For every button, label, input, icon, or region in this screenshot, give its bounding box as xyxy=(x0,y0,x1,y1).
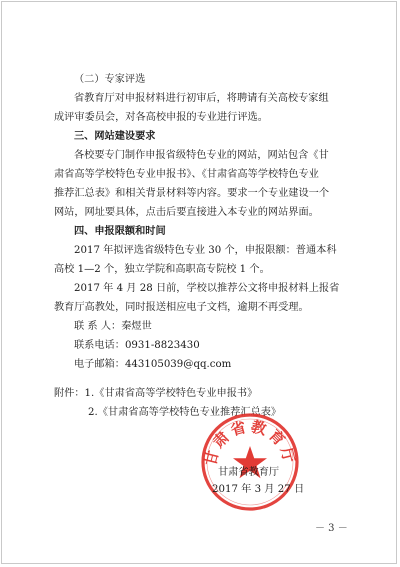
document-body xyxy=(54,70,354,422)
official-seal xyxy=(198,410,305,514)
paragraph-line: 网站，网址要具体，点击后要直接进入本专业的网站界面。 xyxy=(54,207,319,218)
paragraph-line: 推荐汇总表》和相关背景材料等内容。要求一个专业建设一个 xyxy=(54,188,330,199)
paragraph-line: 教育厅高教处，同时报送相应电子文档，逾期不再受理。 xyxy=(54,302,309,313)
phone-label: 联系电话： xyxy=(74,340,125,351)
phone-value: 0931-8823430 xyxy=(124,340,200,351)
paragraph-line: 2017 年 4 月 28 日前，学校以推荐公文将申报材料上报省 xyxy=(74,283,340,294)
issue-date: 2017 年 3 月 27 日 xyxy=(212,484,305,495)
paragraph-line: 各校要专门制作申报省级特色专业的网站，网站包含《甘 xyxy=(74,150,329,161)
paragraph-line: 肃省高等学校特色专业申报书》、《甘肃省高等学校特色专业 xyxy=(54,169,319,180)
email-value[interactable]: 443105039@qq.com xyxy=(124,359,232,370)
contact-email xyxy=(54,355,354,374)
subsection-heading-expert-review: （二）专家评选 xyxy=(74,74,146,85)
contact-person xyxy=(54,317,354,336)
paragraph-line: 2017 年拟评选省级特色专业 30 个，申报限额：普通本科 xyxy=(74,245,337,256)
contact-phone xyxy=(54,336,354,355)
paragraph-line: 成评审委员会，对各高校申报的专业进行评选。 xyxy=(54,112,268,123)
issuing-organization: 甘肃省教育厅 xyxy=(218,467,280,478)
paragraph-line: 省教育厅对申报材料进行初审后，将聘请有关高校专家组 xyxy=(74,93,329,104)
attachment-item-1: 附件：1.《甘肃省高等学校特色专业申报书》 xyxy=(54,388,258,399)
signature-block xyxy=(212,464,305,498)
section-heading-website: 三、网站建设要求 xyxy=(74,131,156,142)
paragraph-line: 高校 1—2 个，独立学院和高职高专院校 1 个。 xyxy=(54,264,270,275)
section-heading-quota-time: 四、申报限额和时间 xyxy=(74,226,166,237)
page-number: － 3 － xyxy=(315,523,348,534)
contact-label: 联 系 人： xyxy=(74,321,122,332)
seal-text: 甘肃省教育厅 xyxy=(201,417,299,468)
attachment-item-2: 2.《甘肃省高等学校特色专业推荐汇总表》 xyxy=(88,407,282,418)
contact-name: 秦煜世 xyxy=(121,321,152,332)
email-label: 电子邮箱： xyxy=(74,359,125,370)
